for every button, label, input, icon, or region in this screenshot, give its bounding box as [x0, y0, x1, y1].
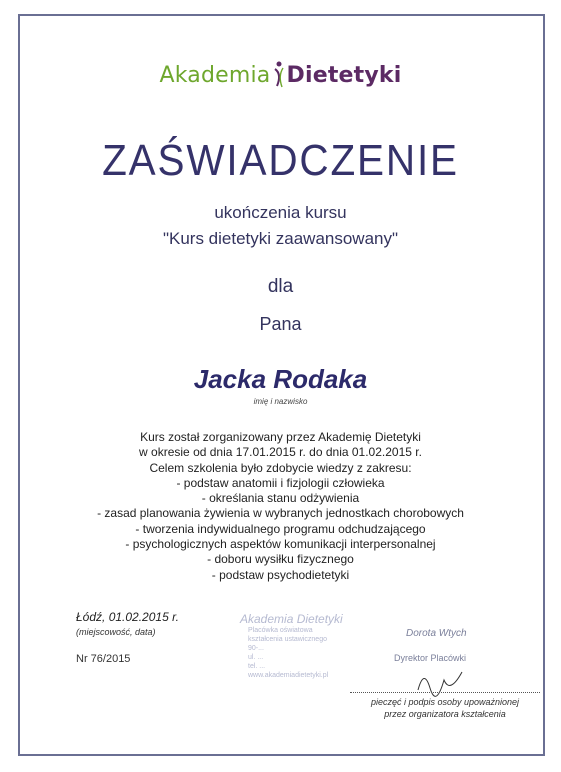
stamp-line: Placówka oświatowa	[248, 627, 313, 634]
description-line: - doboru wysiłku fizycznego	[207, 552, 354, 567]
stamp-line: www.akademiadietetyki.pl	[248, 672, 329, 679]
description-line: - zasad planowania żywienia w wybranych jednostkach chorobowych	[97, 506, 464, 521]
place-date-caption: (miejscowość, data)	[76, 627, 156, 637]
signature-scribble-icon	[410, 660, 470, 700]
for-label: dla	[267, 276, 294, 297]
course-name: "Kurs dietetyki zaawansowany"	[162, 229, 399, 248]
description-line: - podstaw psychodietetyki	[211, 567, 350, 582]
director-role: Dyrektor Placówki	[394, 653, 467, 663]
course-description	[0, 430, 561, 583]
logo-text-akademia: Akademia	[159, 63, 271, 88]
director-name: Dorota Wtych	[406, 628, 467, 639]
academy-logo	[0, 60, 561, 88]
recipient-name: Jacka Rodaka	[193, 364, 368, 394]
signature-caption-line: pieczęć i podpis osoby upoważnionej	[370, 697, 520, 707]
description-line: Celem szkolenia było zdobycie wiedzy z zakresu:	[149, 460, 412, 475]
signature-caption-line: przez organizatora kształcenia	[384, 709, 506, 719]
description-line: - określania stanu odżywienia	[201, 491, 360, 506]
completion-line: ukończenia kursu	[214, 203, 347, 222]
description-line: w okresie od dnia 17.01.2015 r. do dnia 01.02.2015 r.	[139, 445, 422, 460]
certificate-number: Nr 76/2015	[76, 653, 131, 665]
logo-text-dietetyki: Dietetyki	[286, 63, 402, 88]
stamp-line: tel. ...	[248, 663, 266, 670]
description-line: - psychologicznych aspektów komunikacji interpersonalnej	[125, 537, 436, 552]
signature-caption	[340, 696, 550, 720]
certificate-title: ZAŚWIADCZENIE	[102, 136, 459, 185]
salutation: Pana	[259, 314, 302, 334]
stamp-line: kształcenia ustawicznego	[248, 636, 327, 643]
description-line: - tworzenia indywidualnego programu odchudzającego	[135, 521, 426, 536]
place-date: Łódź, 01.02.2015 r.	[76, 610, 179, 624]
signature-line	[350, 692, 540, 693]
director-stamp	[390, 628, 500, 663]
recipient-name-caption: imię i nazwisko	[253, 397, 308, 406]
stamp-line: 90-...	[248, 645, 264, 652]
stamp-logo: Akademia Dietetyki	[240, 612, 343, 626]
description-line: Kurs został zorganizowany przez Akademię Dietetyki	[140, 430, 421, 444]
stamp-line: ul. ...	[248, 654, 264, 661]
logo-figure-icon	[272, 60, 286, 88]
description-line: - podstaw anatomii i fizjologii człowieka	[176, 475, 385, 490]
